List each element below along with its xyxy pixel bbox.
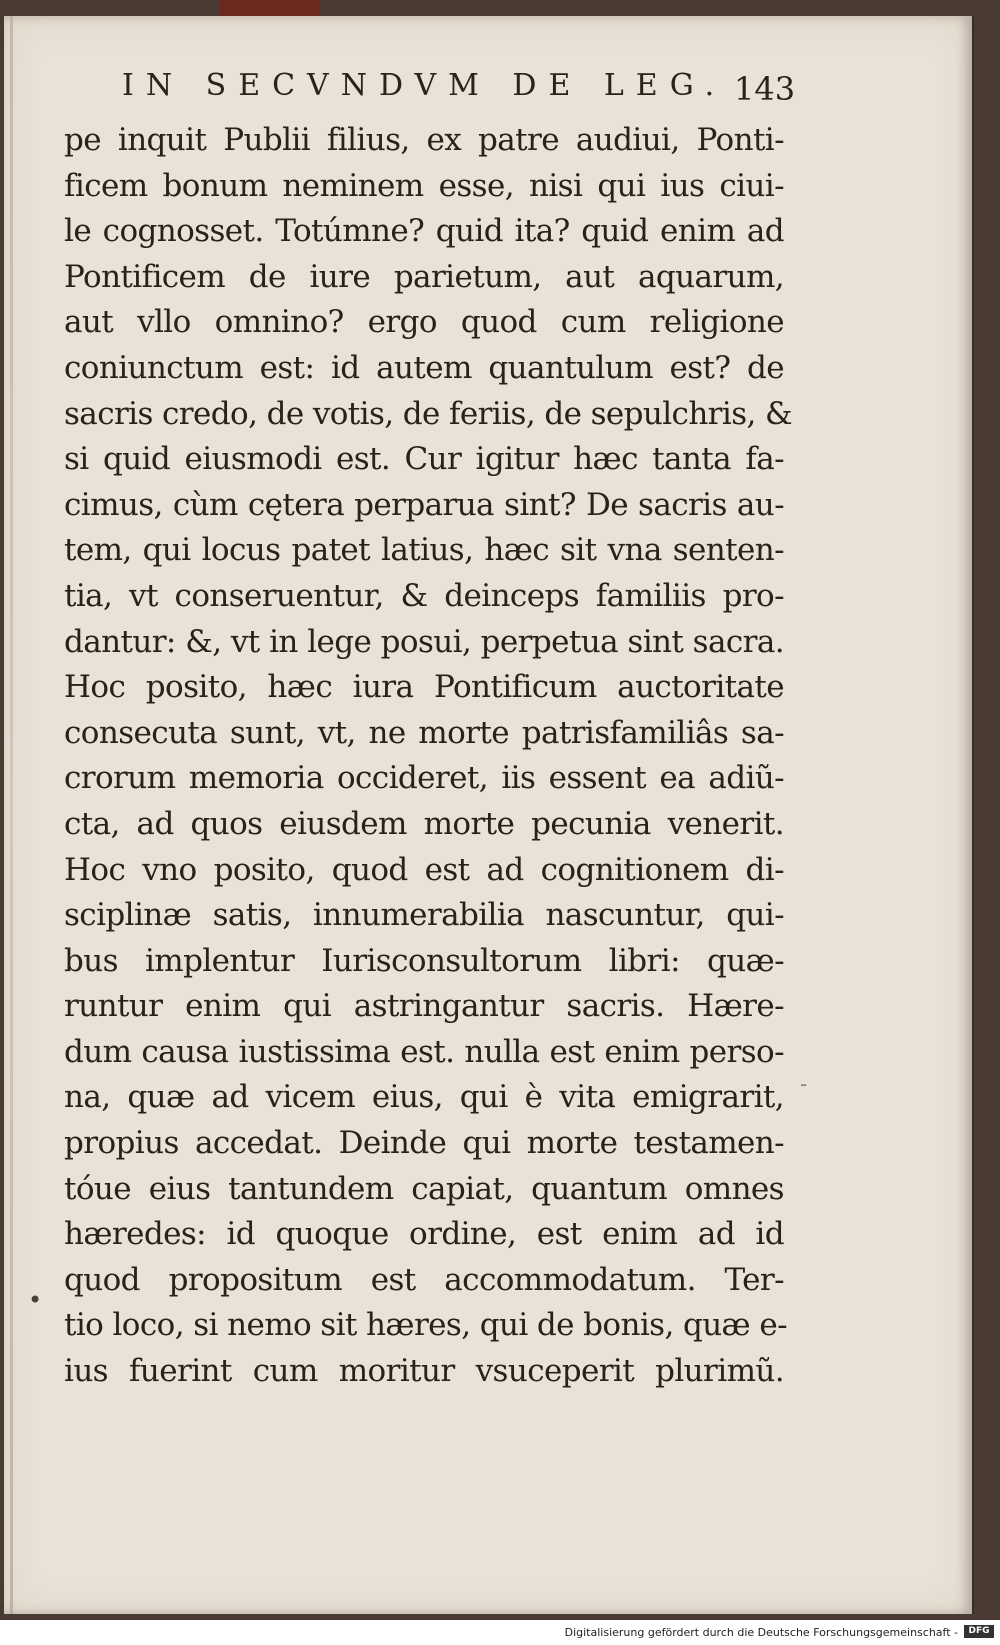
text-line: coniunctum est: id autem quantulum est? de <box>64 349 784 386</box>
text-line: Hoc posito, hæc iura Pontificum auctoritate <box>64 669 784 706</box>
funding-credit: Digitalisierung gefördert durch die Deutsche Forschungsgemeinschaft - <box>564 1626 958 1639</box>
text-line: si quid eiusmodi est. Cur igitur hæc tanta fa- <box>64 441 784 478</box>
text-line: bus implentur Iurisconsultorum libri: quæ- <box>64 942 784 979</box>
text-line: tem, qui locus patet latius, hæc sit vna senten- <box>64 532 784 569</box>
margin-bullet-icon: • <box>28 1286 43 1314</box>
text-line: cimus, cùm cętera perparua sint? De sacris au- <box>64 486 784 523</box>
text-line: aut vllo omnino? ergo quod cum religione <box>64 304 784 341</box>
text-line: tio loco, si nemo sit hæres, qui de bonis, quæ e- <box>64 1307 787 1344</box>
page-header <box>122 68 796 108</box>
text-line: crorum memoria occideret, iis essent ea adiũ- <box>64 760 784 797</box>
text-line: quod propositum est accommodatum. Ter- <box>64 1261 784 1298</box>
gutter-edge <box>10 16 13 1614</box>
text-line: tóue eius tantundem capiat, quantum omnes <box>64 1170 784 1207</box>
text-line: na, quæ ad vicem eius, qui è vita emigrarit, <box>64 1079 784 1116</box>
margin-dash-icon: - <box>800 1072 808 1096</box>
text-line: hæredes: id quoque ordine, est enim ad id <box>64 1216 784 1253</box>
text-line: tia, vt conseruentur, & deinceps familiis pro- <box>64 577 784 614</box>
text-line: pe inquit Publii filius, ex patre audiui, Ponti- <box>64 122 784 158</box>
dfg-logo-icon: DFG <box>964 1625 994 1638</box>
page-number: 143 <box>734 70 796 108</box>
text-line: ius fuerint cum moritur vsuceperit plurimũ. <box>64 1353 784 1390</box>
text-line: le cognosset. Totúmne? quid ita? quid enim ad <box>64 213 784 250</box>
footer-bar <box>0 1620 1000 1645</box>
text-line: runtur enim qui astringantur sacris. Hære- <box>64 988 784 1025</box>
text-line: sacris credo, de votis, de feriis, de sepulchris, & <box>64 395 793 432</box>
text-line: Pontificem de iure parietum, aut aquarum, <box>64 258 784 295</box>
text-line: sciplinæ satis, innumerabilia nascuntur, qui- <box>64 897 784 934</box>
text-line: dum causa iustissima est. nulla est enim perso- <box>64 1033 784 1070</box>
text-line: Hoc vno posito, quod est ad cognitionem di- <box>64 851 784 888</box>
text-line: dantur: &, vt in lege posui, perpetua sint sacra. <box>64 623 784 660</box>
text-line: propius accedat. Deinde qui morte testamen- <box>64 1125 784 1162</box>
running-head: IN SECVNDVM DE LEG. <box>122 68 727 103</box>
text-block <box>64 118 793 1395</box>
text-line: cta, ad quos eiusdem morte pecunia venerit. <box>64 805 784 842</box>
binding-stain <box>220 0 320 16</box>
text-line: consecuta sunt, vt, ne morte patrisfamiliâs sa- <box>64 714 784 751</box>
text-line: ficem bonum neminem esse, nisi qui ius ciui- <box>64 167 784 204</box>
